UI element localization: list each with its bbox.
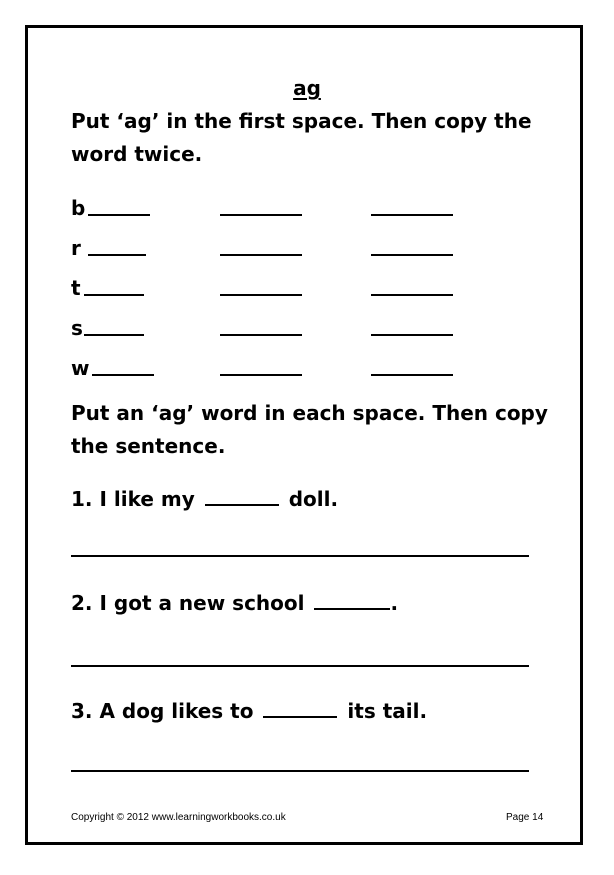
instruction-copy-words: Put ‘ag’ in the first space. Then copy the word twice. xyxy=(71,109,532,166)
worksheet-title: ag xyxy=(293,76,321,100)
sentence-text-after: . xyxy=(390,591,399,615)
sentence-blank[interactable] xyxy=(205,486,279,506)
page-number: Page 14 xyxy=(506,812,544,823)
sentence-text-before: 3. A dog likes to xyxy=(71,699,254,723)
sentence-copy-line-3[interactable] xyxy=(71,770,529,772)
word-copy-blank-2[interactable] xyxy=(371,334,453,336)
word-ending-blank[interactable] xyxy=(92,374,154,376)
word-row-r xyxy=(0,232,614,260)
sentence-2 xyxy=(71,590,398,616)
instruction-copy-sentences: Put an ‘ag’ word in each space. Then copy the sentence. xyxy=(71,401,548,458)
word-ending-blank[interactable] xyxy=(88,254,146,256)
copyright-notice: Copyright © 2012 www.learningworkbooks.co.uk xyxy=(71,812,286,823)
word-ending-blank[interactable] xyxy=(84,294,144,296)
sentence-copy-line-2[interactable] xyxy=(71,665,529,667)
word-row-t xyxy=(0,272,614,300)
sentence-text-before: 1. I like my xyxy=(71,487,195,511)
word-row-s xyxy=(0,312,614,340)
word-copy-blank-1[interactable] xyxy=(220,294,302,296)
sentence-3 xyxy=(71,698,427,724)
word-start-letter: s xyxy=(71,316,83,340)
word-copy-blank-2[interactable] xyxy=(371,254,453,256)
sentence-copy-line-1[interactable] xyxy=(71,555,529,557)
sentence-text-before: 2. I got a new school xyxy=(71,591,305,615)
word-copy-blank-1[interactable] xyxy=(220,254,302,256)
word-copy-blank-1[interactable] xyxy=(220,374,302,376)
sentence-text-after: doll. xyxy=(288,487,339,511)
sentence-blank[interactable] xyxy=(263,698,337,718)
word-copy-blank-2[interactable] xyxy=(371,294,453,296)
word-copy-blank-1[interactable] xyxy=(220,334,302,336)
word-row-w xyxy=(0,352,614,380)
word-copy-blank-2[interactable] xyxy=(371,214,453,216)
word-start-letter: w xyxy=(71,356,90,380)
word-ending-blank[interactable] xyxy=(84,334,144,336)
word-copy-blank-2[interactable] xyxy=(371,374,453,376)
word-copy-blank-1[interactable] xyxy=(220,214,302,216)
word-start-letter: b xyxy=(71,196,86,220)
word-ending-blank[interactable] xyxy=(88,214,150,216)
word-row-b xyxy=(0,192,614,220)
word-start-letter: r xyxy=(71,236,81,260)
sentence-1 xyxy=(71,486,338,512)
sentence-blank[interactable] xyxy=(314,590,390,610)
word-start-letter: t xyxy=(71,276,81,300)
sentence-text-after: its tail. xyxy=(347,699,428,723)
